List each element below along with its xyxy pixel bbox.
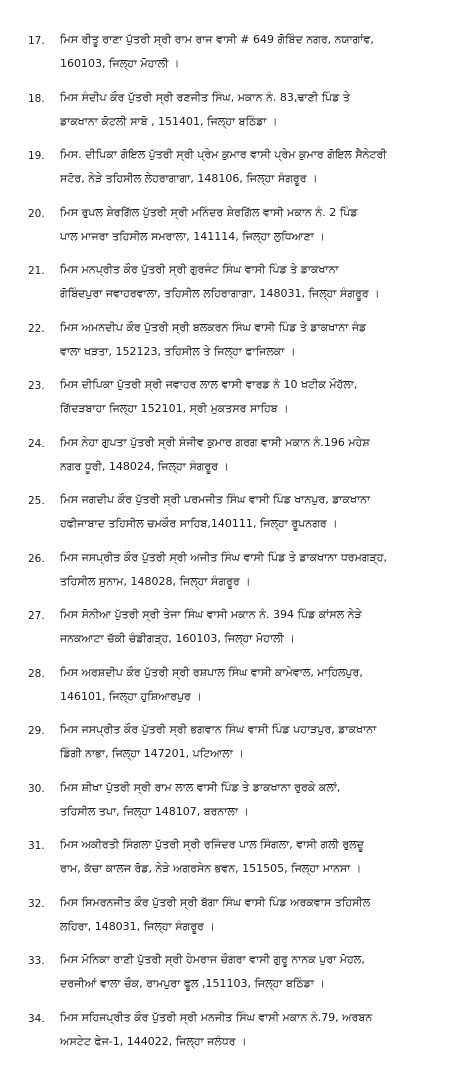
list-item (0, 605, 469, 663)
entry-text (60, 145, 456, 189)
list-item (0, 720, 469, 778)
entry-number: 18. (28, 89, 54, 109)
entry-number: 19. (28, 146, 54, 166)
list-item (0, 548, 469, 606)
list-item (0, 145, 469, 203)
entry-line-2: ਹਫੀਜਾਬਾਦ ਤਹਿਸੀਲ ਚਮਕੌਰ ਸਾਹਿਬ,140111, ਜਿਲ੍ਹਾ ਰੂਪਨਗਰ । (60, 514, 456, 534)
entry-number: 24. (28, 434, 54, 454)
entry-text (60, 490, 456, 534)
entry-line-2: ਨਗਰ ਧੂਰੀ, 148024, ਜਿਲ੍ਹਾ ਸੰਗਰੂਰ । (60, 457, 456, 477)
entry-text (60, 950, 456, 994)
list-item (0, 663, 469, 721)
entry-text (60, 605, 456, 649)
list-item (0, 433, 469, 491)
entry-line-1: ਮਿਸ ਅਕੀਰਤੀ ਸਿੰਗਲਾ ਪੁੱਤਰੀ ਸ੍ਰੀ ਰਜਿੰਦਰ ਪਾਲ ਸਿੰਗਲਾ, ਵਾਸੀ ਗਲੀ ਰੁਲਦੂ (60, 835, 456, 855)
entry-line-2: ਡਿੰਗੀ ਨਾਭਾ, ਜਿਲ੍ਹਾ 147201, ਪਟਿਆਲਾ । (60, 744, 456, 764)
entry-number: 27. (28, 606, 54, 626)
entry-line-1: ਮਿਸ ਜਸਪ੍ਰੀਤ ਕੌਰ ਪੁੱਤਰੀ ਸ੍ਰੀ ਭਗਵਾਨ ਸਿੰਘ ਵਾਸੀ ਪਿੰਡ ਪਹਾੜਪੁਰ, ਡਾਕਖਾਨਾ (60, 720, 456, 740)
document-page (0, 30, 469, 1065)
entry-number: 34. (28, 1009, 54, 1029)
entry-text (60, 548, 456, 592)
list-item (0, 950, 469, 1008)
entry-line-1: ਮਿਸ ਸਹਿਜਪ੍ਰੀਤ ਕੌਰ ਪੁੱਤਰੀ ਸ੍ਰੀ ਮਨਜੀਤ ਸਿੰਘ ਵਾਸੀ ਮਕਾਨ ਨੰ.79, ਅਰਬਨ (60, 1008, 456, 1028)
entry-text (60, 663, 456, 707)
entry-line-2: ਸਟੋਰ, ਨੇੜੇ ਤਹਿਸੀਲ ਲੇਹਰਾਗਾਗਾ, 148106, ਜਿਲ੍ਹਾ ਸੰਗਰੂਰ । (60, 169, 456, 189)
entry-number: 28. (28, 664, 54, 684)
list-item (0, 1008, 469, 1065)
entry-line-1: ਮਿਸ ਸ਼ੀਖਾ ਪੁੱਤਰੀ ਸ੍ਰੀ ਰਾਮ ਲਾਲ ਵਾਸੀ ਪਿੰਡ ਤੇ ਡਾਕਖਾਨਾ ਰੁਰਕੇ ਕਲਾਂ, (60, 778, 456, 798)
entry-line-2: ਤਹਿਸੀਲ ਤਪਾ, ਜਿਲ੍ਹਾ 148107, ਬਰਨਾਲਾ । (60, 802, 456, 822)
entry-text (60, 88, 456, 132)
entry-line-1: ਮਿਸ ਅਮਨਦੀਪ ਕੌਰ ਪੁੱਤਰੀ ਸ੍ਰੀ ਬਲਕਰਨ ਸਿੰਘ ਵਾਸੀ ਪਿੰਡ ਤੇ ਡਾਕਖਾਨਾ ਜੰਡ (60, 318, 456, 338)
entry-text (60, 720, 456, 764)
entry-line-2: ਗਿੱਦੜਬਾਹਾ ਜਿਲ੍ਹਾ 152101, ਸ੍ਰੀ ਮੁਕਤਸਰ ਸਾਹਿਬ । (60, 399, 456, 419)
entry-number: 20. (28, 204, 54, 224)
entry-line-1: ਮਿਸ ਸਿਮਰਨਜੀਤ ਕੌਰ ਪੁੱਤਰੀ ਸ੍ਰੀ ਬੱਗਾ ਸਿੰਘ ਵਾਸੀ ਪਿੰਡ ਅਰਕਵਾਸ ਤਹਿਸੀਲ (60, 893, 456, 913)
entry-line-2: ਜਨਕਆਟਾ ਚੱਕੀ ਚੰਡੀਗੜ੍ਹ, 160103, ਜਿਲ੍ਹਾ ਮੋਹਾਲੀ । (60, 629, 456, 649)
list-item (0, 835, 469, 893)
entry-text (60, 433, 456, 477)
entry-line-1: ਮਿਸ ਅਰਸ਼ਦੀਪ ਕੌਰ ਪੁੱਤਰੀ ਸ੍ਰੀ ਰਸ਼ਪਾਲ ਸਿੰਘ ਵਾਸੀ ਕਾਮੇਵਾਲ, ਮਾਹਿਲਪੁਰ, (60, 663, 456, 683)
entry-text (60, 778, 456, 822)
list-item (0, 30, 469, 88)
entry-line-1: ਮਿਸ ਮਨਪ੍ਰੀਤ ਕੌਰ ਪੁੱਤਰੀ ਸ੍ਰੀ ਗੁਰਜੰਟ ਸਿੰਘ ਵਾਸੀ ਪਿੰਡ ਤੇ ਡਾਕਖਾਨਾ (60, 260, 456, 280)
entry-line-2: ਲਹਿਰਾ, 148031, ਜਿਲ੍ਹਾ ਸੰਗਰੂਰ । (60, 917, 456, 937)
list-item (0, 88, 469, 146)
entry-line-1: ਮਿਸ ਨੇਹਾ ਗੁਪਤਾ ਪੁੱਤਰੀ ਸ੍ਰੀ ਸੰਜੀਵ ਕੁਮਾਰ ਗਰਗ ਵਾਸੀ ਮਕਾਨ ਨੰ.196 ਮਹੇਸ਼ (60, 433, 456, 453)
entry-line-1: ਮਿਸ ਮੋਨਿਕਾ ਰਾਣੀ ਪੁੱਤਰੀ ਸ੍ਰੀ ਹੇਮਰਾਜ ਚੌਗਰਾ ਵਾਸੀ ਗੁਰੂ ਨਾਨਕ ਪੁਰਾ ਮੋਹਲ, (60, 950, 456, 970)
entry-line-2: ਵਾਲਾ ਖੜਤਾ, 152123, ਤਹਿਸੀਲ ਤੇ ਜਿਲ੍ਹਾ ਫਾਜਿਲਕਾ । (60, 342, 456, 362)
entry-line-1: ਮਿਸ ਜਸਪ੍ਰੀਤ ਕੌਰ ਪੁੱਤਰੀ ਸ੍ਰੀ ਅਜੀਤ ਸਿੰਘ ਵਾਸੀ ਪਿੰਡ ਤੇ ਡਾਕਖਾਨਾ ਧਰਮਗੜ੍ਹ, (60, 548, 456, 568)
entry-text (60, 1008, 456, 1052)
entry-number: 21. (28, 261, 54, 281)
entry-number: 23. (28, 376, 54, 396)
entry-line-1: ਮਿਸ ਰੀਤੂ ਰਾਣਾ ਪੁੱਤਰੀ ਸ੍ਰੀ ਰਾਮ ਰਾਜ ਵਾਸੀ # 649 ਗੋਬਿੰਦ ਨਗਰ, ਨਯਾਗਾਂਵ, (60, 30, 456, 50)
entry-line-1: ਮਿਸ ਰੁਪਲ ਸ਼ੇਰਗਿੱਲ ਪੁੱਤਰੀ ਸ੍ਰੀ ਮਨਿੰਦਰ ਸ਼ੇਰਗਿੱਲ ਵਾਸੀ ਮਕਾਨ ਨੰ. 2 ਪਿੰਡ (60, 203, 456, 223)
entry-text (60, 260, 456, 304)
entry-line-1: ਮਿਸ ਸੋਨੀਆ ਪੁੱਤਰੀ ਸ੍ਰੀ ਤੇਜਾ ਸਿੰਘ ਵਾਸੀ ਮਕਾਨ ਨੰ. 394 ਪਿੰਡ ਕਾਂਸਲ ਨੇੜੇ (60, 605, 456, 625)
entry-line-1: ਮਿਸ ਸੰਦੀਪ ਕੌਰ ਪੁੱਤਰੀ ਸ੍ਰੀ ਰਣਜੀਤ ਸਿੰਘ, ਮਕਾਨ ਨੰ. 83,ਢਾਣੀ ਪਿੰਡ ਤੇ (60, 88, 456, 108)
list-item (0, 893, 469, 951)
list-item (0, 203, 469, 261)
entry-number: 30. (28, 779, 54, 799)
entry-number: 31. (28, 836, 54, 856)
entry-text (60, 30, 456, 74)
entry-number: 29. (28, 721, 54, 741)
entry-line-2: ਗੋਬਿੰਦਪੁਰਾ ਜਵਾਹਰਵਾਲਾ, ਤਹਿਸੀਲ ਲਹਿਰਾਗਾਗਾ, 148031, ਜਿਲ੍ਹਾ ਸੰਗਰੂਰ । (60, 284, 456, 304)
entry-text (60, 375, 456, 419)
entry-line-2: ਪਾਲ ਮਾਜਰਾ ਤਹਿਸੀਲ ਸਮਰਾਲਾ, 141114, ਜਿਲ੍ਹਾ ਲੁਧਿਆਣਾ । (60, 227, 456, 247)
entry-line-2: ਦਰਜੀਆਂ ਵਾਲਾ ਚੌਕ, ਰਾਮਪੁਰਾ ਫੂਲ ,151103, ਜਿਲ੍ਹਾ ਬਠਿੰਡਾ । (60, 974, 456, 994)
entry-number: 22. (28, 319, 54, 339)
entry-line-1: ਮਿਸ ਜਗਦੀਪ ਕੌਰ ਪੁੱਤਰੀ ਸ੍ਰੀ ਪਰਮਜੀਤ ਸਿੰਘ ਵਾਸੀ ਪਿੰਡ ਖਾਨਪੁਰ, ਡਾਕਖਾਨਾ (60, 490, 456, 510)
entry-line-2: 146101, ਜਿਲ੍ਹਾ ਹੁਸ਼ਿਆਰਪੁਰ । (60, 687, 456, 707)
entry-line-1: ਮਿਸ. ਦੀਪਿਕਾ ਗੋਇਲ ਪੁੱਤਰੀ ਸ੍ਰੀ ਪ੍ਰੇਮ ਕੁਮਾਰ ਵਾਸੀ ਪ੍ਰੇਮ ਕੁਮਾਰ ਗੋਇਲ ਸੈਨੇਟਰੀ (60, 145, 456, 165)
entry-line-1: ਮਿਸ ਦੀਪਿਕਾ ਪੁੱਤਰੀ ਸ੍ਰੀ ਜਵਾਹਰ ਲਾਲ ਵਾਸੀ ਵਾਰਡ ਨੰ 10 ਖਟੀਕ ਮੌਹੱਲਾ, (60, 375, 456, 395)
entry-text (60, 203, 456, 247)
entry-number: 17. (28, 31, 54, 51)
list-item (0, 490, 469, 548)
entry-number: 26. (28, 549, 54, 569)
entry-number: 25. (28, 491, 54, 511)
entry-text (60, 893, 456, 937)
entry-line-2: ਤਹਿਸੀਲ ਸੁਨਾਮ, 148028, ਜਿਲ੍ਹਾ ਸੰਗਰੂਰ । (60, 572, 456, 592)
list-item (0, 778, 469, 836)
entry-number: 32. (28, 894, 54, 914)
entry-line-2: 160103, ਜਿਲ੍ਹਾ ਮੋਹਾਲੀ । (60, 54, 456, 74)
entry-line-2: ਅਸਟੇਟ ਫੇਜ-1, 144022, ਜਿਲ੍ਹਾ ਜਲੰਧਰ । (60, 1032, 456, 1052)
entry-number: 33. (28, 951, 54, 971)
entry-line-2: ਡਾਕਖਾਨਾ ਕੋਟਲੀ ਸਾਬੋ , 151401, ਜਿਲ੍ਹਾ ਬਠਿੰਡਾ । (60, 112, 456, 132)
list-item (0, 375, 469, 433)
entry-line-2: ਰਾਮ, ਕੱਚਾ ਕਾਲਜ ਰੋਡ, ਨੇੜੇ ਅਗਰਸੇਨ ਭਵਨ, 151505, ਜਿਲ੍ਹਾ ਮਾਨਸਾ । (60, 859, 456, 879)
entry-text (60, 318, 456, 362)
list-item (0, 260, 469, 318)
list-item (0, 318, 469, 376)
entry-text (60, 835, 456, 879)
